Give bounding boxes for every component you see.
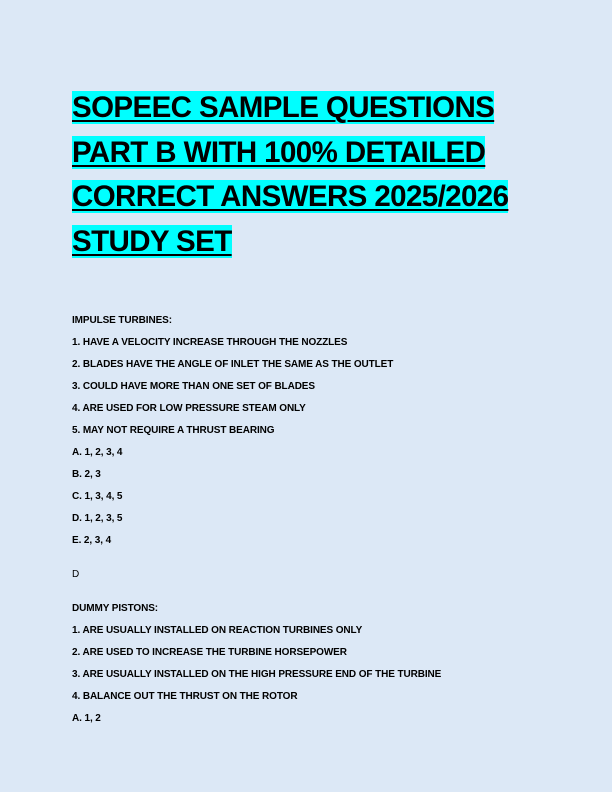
answer-option: C. 1, 3, 4, 5 — [72, 491, 123, 502]
question-statement: 4. ARE USED FOR LOW PRESSURE STEAM ONLY — [72, 403, 306, 414]
question-statement: 3. COULD HAVE MORE THAN ONE SET OF BLADES — [72, 381, 315, 392]
answer-option: A. 1, 2, 3, 4 — [72, 447, 123, 458]
question-statement: 2. BLADES HAVE THE ANGLE OF INLET THE SAME AS THE OUTLET — [72, 359, 394, 370]
question-statement: 4. BALANCE OUT THE THRUST ON THE ROTOR — [72, 691, 298, 702]
answer-option: D. 1, 2, 3, 5 — [72, 513, 123, 524]
answer-option: A. 1, 2 — [72, 713, 101, 724]
document-title — [72, 86, 552, 264]
question-dummy-pistons — [72, 603, 552, 735]
title-line: PART B WITH 100% DETAILED — [72, 135, 486, 169]
answer-option: E. 2, 3, 4 — [72, 535, 112, 546]
title-line: STUDY SET — [72, 224, 232, 258]
question-statement: 5. MAY NOT REQUIRE A THRUST BEARING — [72, 425, 275, 436]
answer-option: B. 2, 3 — [72, 469, 101, 480]
question-statement: 1. HAVE A VELOCITY INCREASE THROUGH THE NOZZLES — [72, 337, 348, 348]
question-impulse-turbines — [72, 315, 552, 581]
document-page — [72, 86, 552, 735]
question-statement: 1. ARE USUALLY INSTALLED ON REACTION TURBINES ONLY — [72, 625, 363, 636]
question-statement: 2. ARE USED TO INCREASE THE TURBINE HORSEPOWER — [72, 647, 347, 658]
title-line: CORRECT ANSWERS 2025/2026 — [72, 180, 509, 213]
question-stem: DUMMY PISTONS: — [72, 603, 159, 614]
question-statement: 3. ARE USUALLY INSTALLED ON THE HIGH PRESSURE END OF THE TURBINE — [72, 669, 442, 680]
question-stem: IMPULSE TURBINES: — [72, 315, 172, 326]
correct-answer: D — [72, 569, 80, 580]
title-line: SOPEEC SAMPLE QUESTIONS — [72, 91, 495, 124]
